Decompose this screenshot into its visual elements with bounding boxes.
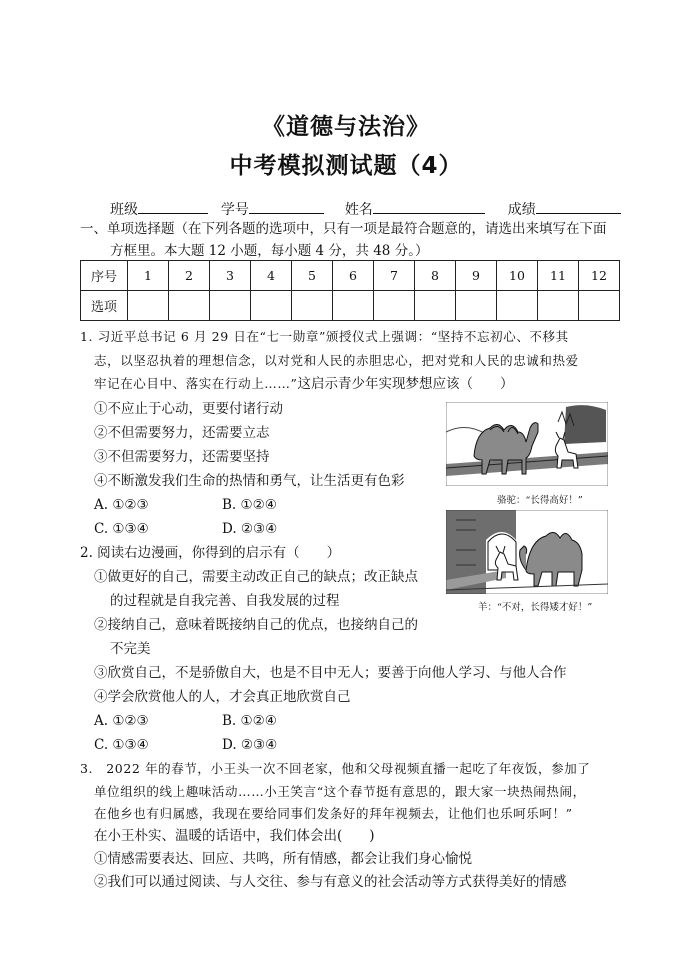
q2-option-1a: ①做更好的自己，需要主动改正自己的缺点；改正缺点	[94, 569, 418, 585]
q1-stem-line3	[94, 375, 514, 393]
q2-stem: 2. 阅读右边漫画，你得到的启示有（ ）	[80, 545, 341, 561]
q2-option-3: ③欣赏自己，不是骄傲自大，也是不目中无人；要善于向他人学习、与他人合作	[94, 665, 567, 681]
table-row-numbers	[81, 261, 620, 291]
table-number-cell: 3	[210, 261, 251, 291]
name-blank[interactable]	[373, 199, 485, 214]
q1-stem-line3b: 这启示青少年实现梦想应该（ ）	[297, 376, 514, 392]
q1-option-4: ④不断激发我们生命的热情和勇气，让生活更有色彩	[94, 473, 405, 489]
answer-cell[interactable]	[415, 291, 456, 321]
q3-option-2: ②我们可以通过阅读、与人交往、参与有意义的社会活动等方式获得美好的情感	[94, 874, 567, 890]
q1-stem-line3a: 牢记在心目中、落实在行动上……”	[94, 376, 298, 391]
answer-table	[80, 260, 620, 321]
q3-stem-line1: 3. 2022 年的春节，小王头一次不回老家，他和父母视频直播一起吃了年夜饭，参加了	[80, 761, 591, 776]
cartoon-caption-2: 羊：“不对，长得矮才好！”	[478, 602, 593, 613]
table-number-cell: 2	[169, 261, 210, 291]
q2-choice-c: C. ①③④	[94, 737, 149, 753]
q1-choice-b: B. ①②④	[222, 497, 277, 513]
table-number-cell: 10	[497, 261, 538, 291]
q1-option-1: ①不应止于心动，更要付诸行动	[94, 401, 283, 417]
q2-option-4: ④学会欣赏他人的人，才会真正地欣赏自己	[94, 689, 351, 705]
q3-option-1: ①情感需要表达、回应、共鸣，所有情感，都会让我们身心愉悦	[94, 851, 472, 867]
table-number-cell: 4	[251, 261, 292, 291]
section-instructions-line1: 一、单项选择题（在下列各题的选项中，只有一项是最符合题意的，请选出来填写在下面	[80, 221, 607, 237]
id-blank[interactable]	[249, 199, 324, 214]
q2-choice-a: A. ①②③	[94, 713, 149, 729]
q2-option-2b: 不完美	[110, 641, 151, 657]
q2-choice-d: D. ②③④	[222, 737, 278, 753]
q1-choice-c: C. ①③④	[94, 521, 149, 537]
answer-cell[interactable]	[579, 291, 620, 321]
class-blank[interactable]	[138, 199, 208, 214]
q3-stem-line2: 单位组织的线上趣味活动……小王笑言“这个春节挺有意思的，跟大家一块热闹热闹，	[94, 784, 586, 799]
score-label: 成绩	[507, 202, 536, 218]
table-number-cell: 12	[579, 261, 620, 291]
q2-option-1b: 的过程就是自我完善、自我发展的过程	[110, 593, 340, 609]
table-number-cell: 6	[333, 261, 374, 291]
name-label: 姓名	[344, 202, 373, 218]
table-number-cell: 1	[128, 261, 169, 291]
answer-cell[interactable]	[128, 291, 169, 321]
table-number-cell: 8	[415, 261, 456, 291]
q1-stem-line1: 1. 习近平总书记 6 月 29 日在“七一勋章”颁授仪式上强调：“坚持不忘初心、不移其	[80, 329, 569, 344]
q1-option-2: ②不但需要努力，还需要立志	[94, 425, 270, 441]
cartoon-goat-short-image	[446, 510, 608, 594]
q1-stem-line2: 志，以坚忍执着的理想信念，以对党和人民的赤胆忠心，把对党和人民的忠诚和热爱	[94, 353, 579, 368]
q1-choice-d: D. ②③④	[222, 521, 278, 537]
answer-cell[interactable]	[497, 291, 538, 321]
table-number-cell: 5	[292, 261, 333, 291]
answer-cell[interactable]	[251, 291, 292, 321]
q3-stem-line3: 在他乡也有归属感，我现在要给同事们发条好的拜年视频去，让他们也乐呵乐呵！”	[94, 806, 573, 821]
page-title: 《道德与法治》	[262, 114, 430, 140]
class-label: 班级	[110, 202, 138, 218]
q3-stem-line4: 在小王朴实、温暖的话语中，我们体会出( )	[94, 828, 375, 844]
answer-cell[interactable]	[333, 291, 374, 321]
table-row-answers	[81, 291, 620, 321]
answer-cell[interactable]	[292, 291, 333, 321]
answer-cell[interactable]	[210, 291, 251, 321]
table-number-cell: 11	[538, 261, 579, 291]
q2-choice-b: B. ①②④	[222, 713, 277, 729]
page-subtitle: 中考模拟测试题（4）	[229, 153, 463, 179]
cartoon-camel-tall-image	[446, 402, 608, 486]
answer-cell[interactable]	[538, 291, 579, 321]
answer-cell[interactable]	[374, 291, 415, 321]
id-label: 学号	[220, 202, 249, 218]
table-header-answer: 选项	[81, 291, 128, 321]
q1-option-3: ③不但需要努力，还需要坚持	[94, 449, 270, 465]
table-number-cell: 7	[374, 261, 415, 291]
q2-option-2a: ②接纳自己，意味着既接纳自己的优点，也接纳自己的	[94, 617, 418, 633]
cartoon-caption-1: 骆驼：“长得高好！”	[497, 495, 583, 506]
table-header-number: 序号	[81, 261, 128, 291]
q1-choice-a: A. ①②③	[94, 497, 149, 513]
section-instructions-line2: 方框里。本大题 12 小题，每小题 4 分，共 48 分。）	[110, 243, 429, 259]
answer-cell[interactable]	[456, 291, 497, 321]
student-info-line	[110, 199, 621, 219]
table-number-cell: 9	[456, 261, 497, 291]
answer-cell[interactable]	[169, 291, 210, 321]
score-blank[interactable]	[536, 199, 621, 214]
